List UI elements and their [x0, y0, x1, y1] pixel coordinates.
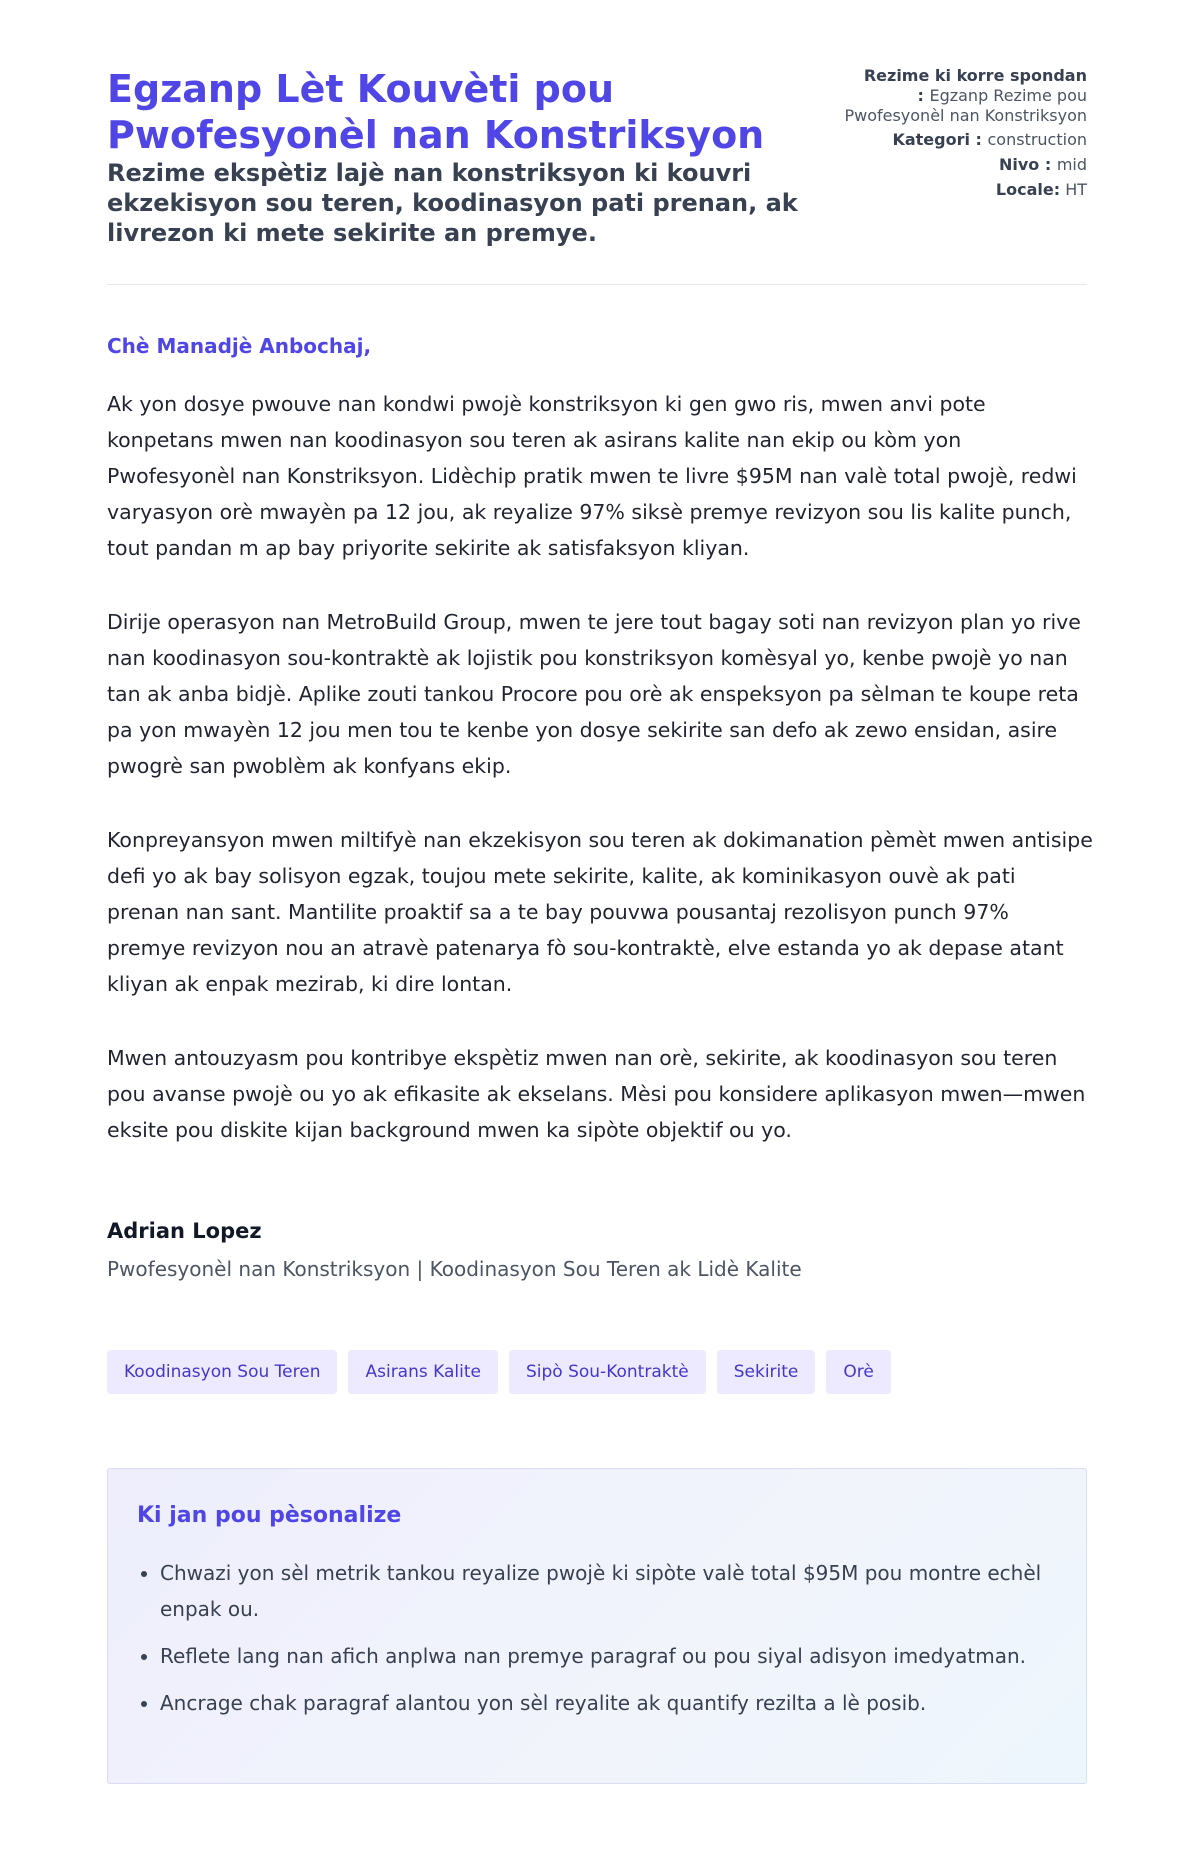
tag-quality-assurance[interactable]: Asirans Kalite — [348, 1350, 498, 1394]
tag-scheduling[interactable]: Orè — [826, 1350, 890, 1394]
signature-block — [107, 1219, 802, 1281]
tips-title: Ki jan pou pèsonalize — [137, 1503, 402, 1528]
meta-category-label: Kategori — [892, 130, 970, 149]
letter-greeting: Chè Manadjè Anbochaj, — [107, 334, 372, 358]
signature-name: Adrian Lopez — [107, 1219, 262, 1243]
skill-tags — [107, 1350, 891, 1394]
meta-locale-value: HT — [1065, 180, 1087, 199]
tag-subcontractor-support[interactable]: Sipò Sou-Kontraktè — [509, 1350, 706, 1394]
page-header — [107, 66, 1087, 285]
meta-locale — [837, 180, 1087, 200]
tips-list-item: • Reflete lang nan afich anplwa nan premye paragraf ou pou siyal adisyon imedyatman. — [160, 1638, 1060, 1674]
meta-resume-separator: : — [917, 86, 930, 105]
tips-list-item: • Ancrage chak paragraf alantou yon sèl reyalite ak quantify rezilta a lè posib. — [160, 1685, 1060, 1721]
page-title: Egzanp Lèt Kouvèti pou Pwofesyonèl nan Konstriksyon — [107, 67, 765, 157]
tips-list-item: • Chwazi yon sèl metrik tankou reyalize pwojè ki sipòte valè total $95M pou montre echèl enpak ou. — [160, 1555, 1060, 1627]
meta-level — [837, 155, 1087, 175]
letter-paragraph: Konpreyansyon mwen miltifyè nan ekzekisyon sou teren ak dokimanation pèmèt mwen antisipe defi yo ak bay solisyon egzak, toujou mete sekirite, kalite, ak kominikasyon ouvè ak pati prenan nan sant. Mantilite proaktif sa a te bay pouvwa pousantaj rezolisyon punch 97% premye revizyon nou an atravè patenarya fò sou-kontraktè, elve estanda yo ak depase atant kliyan ak enpak mezirab, ki dire lontan. — [107, 828, 1093, 996]
letter-paragraph: Mwen antouzyasm pou kontribye ekspètiz mwen nan orè, sekirite, ak koodinasyon sou teren pou avanse pwojè ou yo ak efikasite ak ekselans. Mèsi pou konsidere aplikasyon mwen—mwen eksite pou diskite kijan background mwen ka sipòte objektif ou yo. — [107, 1046, 1086, 1142]
letter-paragraph: Ak yon dosye pwouve nan kondwi pwojè konstriksyon ki gen gwo ris, mwen anvi pote konpetans mwen nan koodinasyon sou teren ak asirans kalite nan ekip ou kòm yon Pwofesyonèl nan Konstriksyon. Lidèchip pratik mwen te livre $95M nan valè total pwojè, redwi varyasyon orè mwayèn pa 12 jou, ak reyalize 97% siksè premye revizyon sou lis kalite punch, tout pandan m ap bay priyorite sekirite ak satisfaksyon kliyan. — [107, 392, 1077, 560]
meta-resume — [837, 66, 1087, 126]
meta-level-separator: : — [1039, 155, 1057, 174]
meta-panel — [837, 66, 1087, 205]
letter-body — [107, 386, 1093, 1186]
customization-tips-box — [107, 1468, 1087, 1784]
meta-category-separator: : — [969, 130, 988, 149]
meta-locale-label: Locale: — [995, 180, 1061, 199]
meta-level-label: Nivo — [998, 155, 1040, 174]
letter-paragraph: Dirije operasyon nan MetroBuild Group, mwen te jere tout bagay soti nan revizyon plan yo rive nan koodinasyon sou-kontraktè ak lojistik pou konstriksyon komèsyal yo, kenbe pwojè yo nan tan ak anba bidjè. Aplike zouti tankou Procore pou orè ak enspeksyon pa sèlman te koupe reta pa yon mwayèn 12 jou men tou te kenbe yon dosye sekirite san defo ak zewo ensidan, asire pwogrè san pwoblèm ak konfyans ekip. — [107, 610, 1081, 778]
meta-category — [837, 130, 1087, 150]
page-subtitle: Rezime ekspètiz lajè nan konstriksyon ki kouvri ekzekisyon sou teren, koodinasyon pati prenan, ak livrezon ki mete sekirite an premye. — [107, 159, 798, 247]
signature-title: Pwofesyonèl nan Konstriksyon | Koodinasyon Sou Teren ak Lidè Kalite — [107, 1257, 802, 1281]
meta-resume-label: Rezime ki korre spondan — [863, 66, 1087, 85]
meta-level-value: mid — [1056, 155, 1087, 174]
meta-category-value: construction — [987, 130, 1087, 149]
tips-list — [134, 1555, 1060, 1732]
tag-safety[interactable]: Sekirite — [717, 1350, 816, 1394]
meta-resume-value: Egzanp Rezime pou Pwofesyonèl nan Konstriksyon — [844, 86, 1087, 125]
tag-on-site-coordination[interactable]: Koodinasyon Sou Teren — [107, 1350, 337, 1394]
